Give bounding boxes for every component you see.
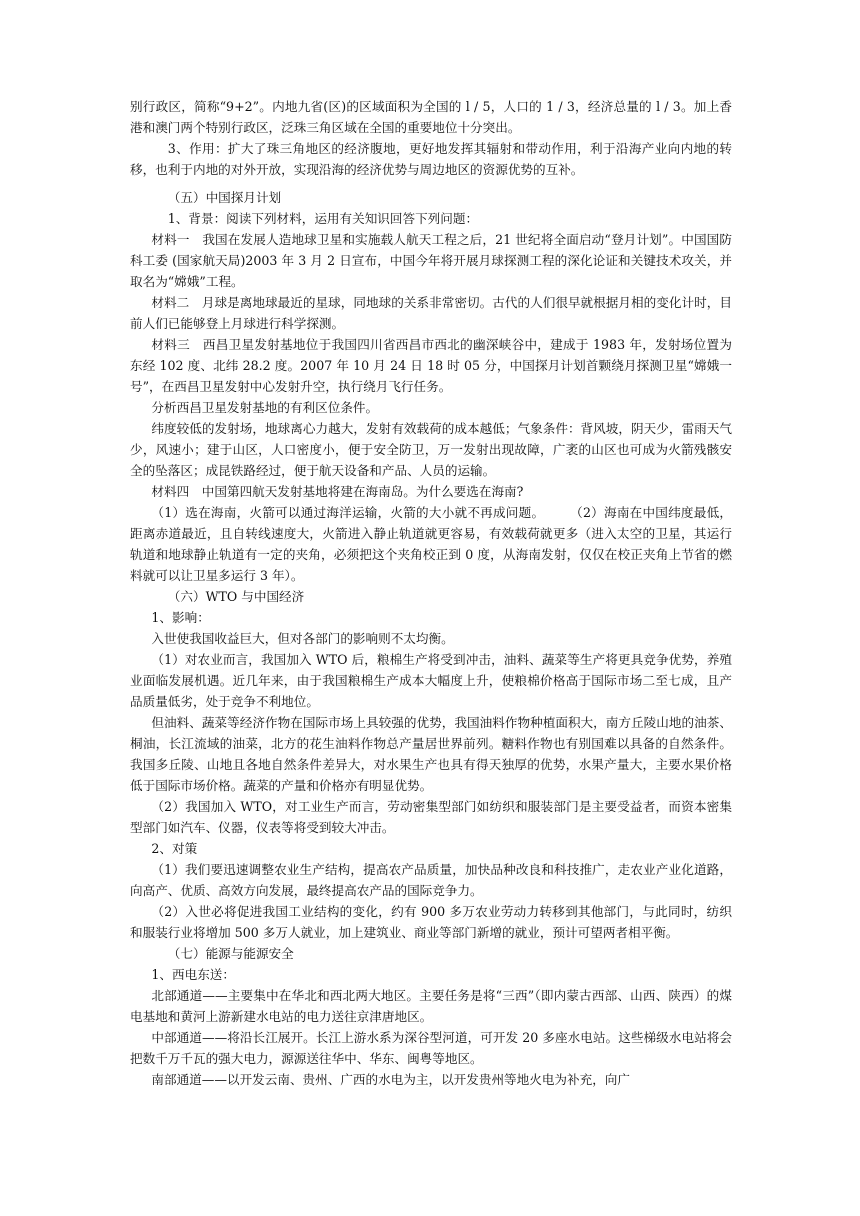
paragraph-impact-intro: 入世使我国收益巨大，但对各部门的影响则不太均衡。 [151,631,454,646]
paragraph-material-2: 材料二 月球是离地球最近的星球，同地球的关系非常密切。古代的人们很早就根据月相的变化计时，目前人们已能够登上月球进行科学探测。 [130,295,732,331]
paragraph-material-4: 材料四 中国第四航天发射基地将建在海南岛。为什么要选在海南? [151,484,524,499]
subheading-impact: 1、影响： [151,610,210,625]
paragraph-material-3: 材料三 西昌卫星发射基地位于我国四川省西昌市西北的幽深峡谷中，建成于 1983 年，发射场位置为东经 102 度、北纬 28.2 度。2007 年 10 月 24 日 18 时 05 分，中国探月计划首颗绕月探测卫星“嫦娥一号”，在西昌卫星发射中心发射升空，执行绕月飞行任务。 [130,337,732,394]
paragraph-region-stats: 别行政区，简称“9+2”。内地九省(区)的区域面积为全国的 l / 5，人口的 1 / 3，经济总量的 l / 3。加上香港和澳门两个特别行政区，泛珠三角区域在全国的重要地位十分突出。 [130,99,732,135]
paragraph-question-xichang: 分析西昌卫星发射基地的有利区位条件。 [151,400,379,415]
paragraph-answer-xichang: 纬度较低的发射场，地球离心力越大，发射有效载荷的成本越低；气象条件：背风坡，阴天少，雷雨天气少，风速小；建于山区，人口密度小，便于安全防卫，万一发射出现故障，广袤的山区也可成为火箭残骸安全的坠落区；成昆铁路经过，便于航天设备和产品、人员的运输。 [130,421,732,478]
section-heading-wto: （六）WTO 与中国经济 [167,589,305,604]
paragraph-north-channel: 北部通道——主要集中在华北和西北两大地区。主要任务是将“三西”（即内蒙古西部、山西、陕西）的煤电基地和黄河上游新建水电站的电力送往京津唐地区。 [130,988,732,1024]
paragraph-effect: 3、作用：扩大了珠三角地区的经济腹地，更好地发挥其辐射和带动作用，利于沿海产业向内地的转移，也利于内地的对外开放，实现沿海的经济优势与周边地区的资源优势的互补。 [130,141,732,177]
subheading-background: 1、背景：阅读下列材料，运用有关知识回答下列问题： [167,211,479,226]
paragraph-material-1: 材料一 我国在发展人造地球卫星和实施载人航天工程之后，21 世纪将全面启动“登月计划”。中国国防科工委 (国家航天局)2003 年 3 月 2 日宣布，中国今年将开展月球探测工程的深化论证和关键技术攻关，并取名为“嫦娥”工程。 [130,232,732,289]
section-heading-energy: （七）能源与能源安全 [167,946,294,961]
subheading-west-east-power: 1、西电东送： [151,967,235,982]
paragraph-industry: （2）我国加入 WTO，对工业生产而言，劳动密集型部门如纺织和服装部门是主要受益者，而资本密集型部门如汽车、仪器，仪表等将受到较大冲击。 [130,799,732,835]
paragraph-agriculture: （1）对农业而言，我国加入 WTO 后，粮棉生产将受到冲击，油料、蔬菜等生产将更具竞争优势，养殖业面临发展机遇。近几年来，由于我国粮棉生产成本大幅度上升，使粮棉价格高于国际市场二至七成，且产品质量低劣，处于竞争不利地位。 [130,652,732,709]
paragraph-central-channel: 中部通道——将沿长江展开。长江上游水系为深谷型河道，可开发 20 多座水电站。这些梯级水电站将会把数千万千瓦的强大电力，源源送往华中、华东、闽粤等地区。 [130,1030,732,1066]
paragraph-south-channel: 南部通道——以开发云南、贵州、广西的水电为主，以开发贵州等地火电为补充，向广 [151,1072,630,1087]
subheading-countermeasures: 2、对策 [151,841,198,856]
paragraph-cash-crops: 但油料、蔬菜等经济作物在国际市场上具较强的优势，我国油料作物种植面积大，南方丘陵山地的油茶、桐油，长江流域的油菜，北方的花生油料作物总产量居世界前列。糖料作物也有别国难以具备的自然条件。我国多丘陵、山地且各地自然条件差异大，对水果生产也具有得天独厚的优势，水果产量大，主要水果价格低于国际市场价格。蔬菜的产量和价格亦有明显优势。 [130,715,732,793]
paragraph-countermeasure-2: （2）入世必将促进我国工业结构的变化，约有 900 多万农业劳动力转移到其他部门，与此同时，纺织和服装行业将增加 500 多万人就业，加上建筑业、商业等部门新增的就业，预计可望两者相平衡。 [130,904,732,940]
paragraph-countermeasure-1: （1）我们要迅速调整农业生产结构，提高农产品质量，加快品种改良和科技推广，走农业产业化道路，向高产、优质、高效方向发展，最终提高农产品的国际竞争力。 [130,862,732,898]
section-heading-lunar: （五）中国探月计划 [167,190,282,205]
spacer [130,180,732,187]
paragraph-answer-hainan: （1）选在海南，火箭可以通过海洋运输，火箭的大小就不再成问题。 （2）海南在中国纬度最低，距离赤道最近，且自转线速度大，火箭进入静止轨道就更容易，有效载荷就更多（进入太空的卫星，其运行轨道和地球静止轨道有一定的夹角，必须把这个夹角校正到 0 度，从海南发射，仅仅在校正夹角上节省的燃料就可以让卫星多运行 3 年）。 [130,505,732,583]
document-page [130,96,732,1090]
